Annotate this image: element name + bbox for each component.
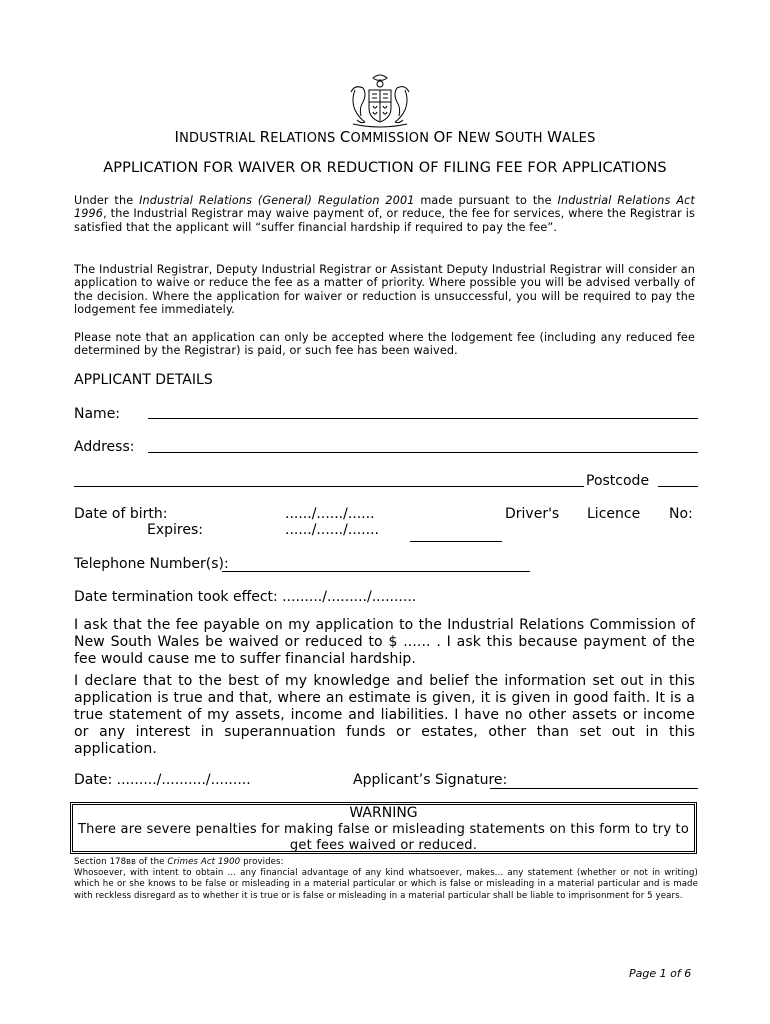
warning-title: WARNING (349, 805, 418, 821)
drivers-label: Driver's (505, 506, 560, 522)
intro-paragraph-1 (74, 194, 695, 234)
address-field-line-2[interactable] (74, 486, 584, 487)
dob-field[interactable]: ....../....../...... (285, 506, 375, 522)
commission-word: OUTH (504, 131, 548, 146)
commission-name (0, 128, 770, 146)
page-number: Page 1 of 6 (629, 967, 692, 980)
expires-label: Expires: (147, 522, 203, 538)
warning-text: There are severe penalties for making false or misleading statements on this form to try to get fees waived or reduced. (77, 822, 689, 853)
intro-text: , the Industrial Registrar may waive payment of, or reduce, the fee for services, where the Registrar is satisfied that the applicant will “suffer financial hardship if required to pay the fee”. (74, 207, 695, 234)
commission-letter: I (174, 128, 180, 146)
commission-letter: S (494, 128, 505, 146)
legal-provision-text: Whosoever, with intent to obtain ... any financial advantage of any kind whatsoever, makes... any statement (whether or not in writing) which he or she knows to be false or misleading in a material particular or which is false or misleading in a material particular and is made with reckless disregard as to whether it is true or is false or misleading in a material particular shall be liable to imprisonment for 5 years. (74, 868, 698, 901)
licence-no-label: No: (669, 506, 693, 522)
name-field[interactable] (148, 418, 698, 419)
telephone-field[interactable] (222, 571, 530, 572)
legal-text: provides: (240, 857, 284, 867)
signature-label: Applicant’s Signature: (353, 772, 508, 788)
regulation-name: Industrial Relations (General) Regulation 2001 (139, 194, 415, 207)
legal-section-reference (74, 857, 698, 868)
commission-word: NDUSTRIAL (179, 131, 260, 146)
dob-label: Date of birth: (74, 506, 168, 522)
postcode-field[interactable] (658, 486, 698, 487)
signature-field[interactable] (490, 788, 698, 789)
telephone-label: Telephone Number(s): (74, 556, 229, 572)
licence-label: Licence (587, 506, 641, 522)
commission-letter: W (547, 128, 563, 146)
declaration-statement: I declare that to the best of my knowledge and belief the information set out in this application is true and that, where an estimate is given, it is given in good faith. It is a true statement of my assets, income and liabilities. I have no other assets or income or any interest in superannuation funds or estates, other than set out in this application. (74, 673, 695, 757)
commission-word: EW (468, 131, 495, 146)
legal-text: of the (135, 857, 168, 867)
crimes-act-name: Crimes Act 1900 (167, 857, 241, 867)
commission-letter: N (457, 128, 469, 146)
termination-date-field[interactable]: Date termination took effect: ........./........./.......... (74, 589, 417, 605)
commission-letter: R (259, 128, 271, 146)
commission-letter: O (433, 128, 446, 146)
intro-paragraph-2: The Industrial Registrar, Deputy Industrial Registrar or Assistant Deputy Industrial Registrar will consider an application to waive or reduce the fee as a matter of priority. Where possible you will be advised verbally of the decision. Where the application for waiver or reduction is unsuccessful, you will be required to pay the lodgement fee immediately. (74, 263, 695, 317)
commission-word: OMMISSION (350, 131, 434, 146)
expires-field[interactable]: ....../....../....... (285, 522, 379, 538)
section-suffix: BB (126, 858, 136, 866)
act-name: Industrial Relations Act 1996 (74, 194, 695, 221)
address-label: Address: (74, 439, 135, 455)
fee-request-statement: I ask that the fee payable on my application to the Industrial Relations Commission of New South Wales be waived or reduced to $ ...... . I ask this because payment of the fee would cause me to suffer financial hardship. (74, 617, 695, 667)
applicant-details-heading: APPLICANT DETAILS (74, 372, 213, 388)
intro-text: Under the (74, 194, 140, 207)
form-title: APPLICATION FOR WAIVER OR REDUCTION OF FILING FEE FOR APPLICATIONS (103, 160, 667, 176)
section-number: Section 178 (74, 857, 127, 867)
commission-word: ALES (562, 131, 596, 146)
commission-word: F (445, 131, 458, 146)
declaration-date-field[interactable]: Date: ........./........../......... (74, 772, 251, 788)
commission-letter: C (339, 128, 351, 146)
licence-number-field[interactable] (410, 541, 502, 542)
intro-text: made pursuant to the (414, 194, 558, 207)
commission-word: ELATIONS (270, 131, 340, 146)
address-field[interactable] (148, 452, 698, 453)
name-label: Name: (74, 406, 121, 422)
postcode-label: Postcode (586, 473, 650, 489)
intro-paragraph-3: Please note that an application can only be accepted where the lodgement fee (including any reduced fee determined by the Registrar) is paid, or such fee has been waived. (74, 331, 695, 358)
coat-of-arms-crest-icon (345, 72, 415, 130)
